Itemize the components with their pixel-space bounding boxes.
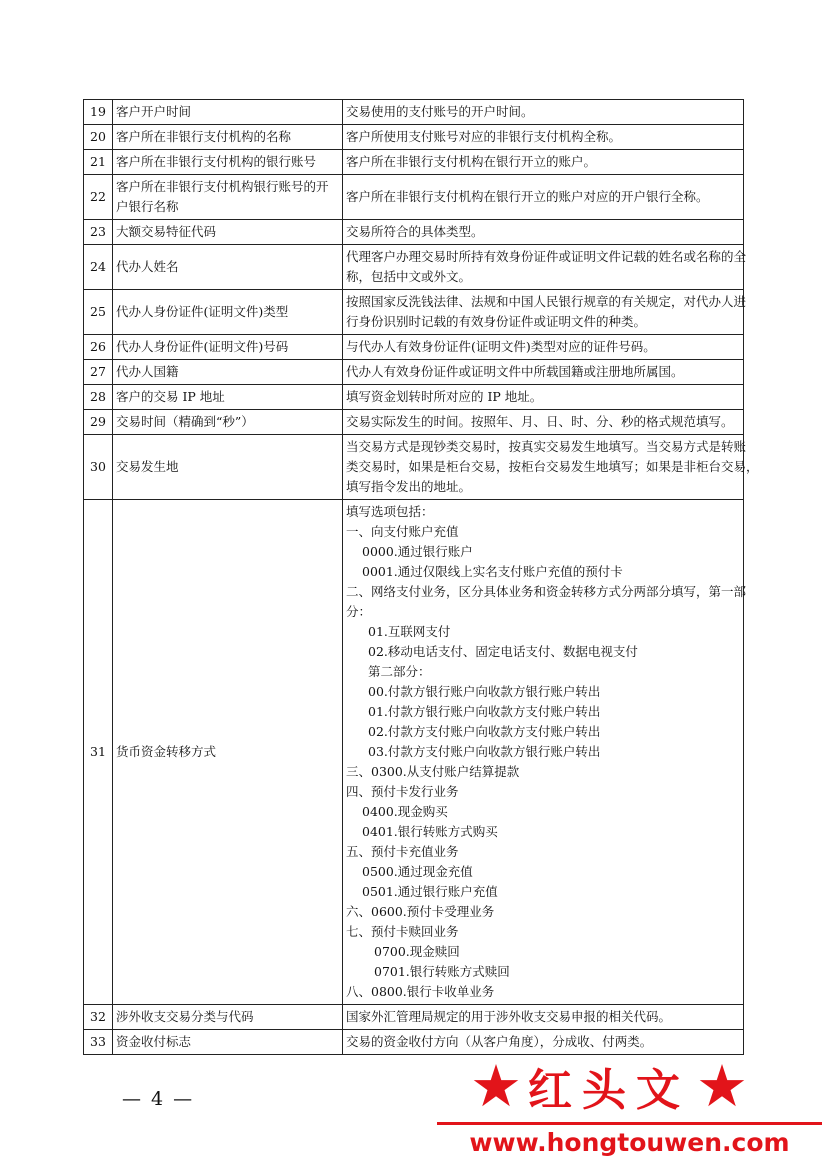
description-line: 第二部分： xyxy=(368,664,431,679)
description-line: 0701.银行转账方式赎回 xyxy=(374,964,510,979)
description-line: 行身份识别时记载的有效身份证件或证明文件的种类。 xyxy=(346,314,647,329)
row-number: 28 xyxy=(84,385,113,410)
field-description xyxy=(343,360,744,385)
row-number: 22 xyxy=(84,175,113,220)
description-line: 0500.通过现金充值 xyxy=(362,864,473,879)
field-description xyxy=(343,150,744,175)
table-row xyxy=(84,500,744,1005)
field-name: 涉外收支交易分类与代码 xyxy=(113,1005,343,1030)
field-name: 客户开户时间 xyxy=(113,100,343,125)
description-line: 四、预付卡发行业务 xyxy=(346,784,459,799)
field-name: 交易发生地 xyxy=(113,435,343,500)
row-number: 19 xyxy=(84,100,113,125)
description-line: 一、向支付账户充值 xyxy=(346,524,459,539)
field-name: 客户所在非银行支付机构银行账号的开户银行名称 xyxy=(113,175,343,220)
field-description xyxy=(343,1005,744,1030)
watermark-title xyxy=(470,1052,748,1120)
watermark-url: www.hongtouwen.com xyxy=(437,1122,822,1157)
description-line: 交易所符合的具体类型。 xyxy=(346,224,484,239)
row-number: 23 xyxy=(84,220,113,245)
description-line: 交易实际发生的时间。按照年、月、日、时、分、秒的格式规范填写。 xyxy=(346,414,734,429)
field-description xyxy=(343,125,744,150)
page-number: — 4 — xyxy=(122,1088,195,1110)
description-line: 五、预付卡充值业务 xyxy=(346,844,459,859)
description-line: 0001.通过仅限线上实名支付账户充值的预付卡 xyxy=(362,564,623,579)
row-number: 26 xyxy=(84,335,113,360)
table-row xyxy=(84,335,744,360)
field-name: 代办人国籍 xyxy=(113,360,343,385)
field-name: 客户所在非银行支付机构的银行账号 xyxy=(113,150,343,175)
description-line: 0700.现金赎回 xyxy=(374,944,460,959)
field-name: 货币资金转移方式 xyxy=(113,500,343,1005)
star-icon: ★ xyxy=(470,1052,522,1120)
row-number: 25 xyxy=(84,290,113,335)
row-number: 24 xyxy=(84,245,113,290)
description-line: 类交易时，如果是柜台交易，按柜台交易发生地填写；如果是非柜台交易， xyxy=(346,459,759,474)
description-line: 称，包括中文或外文。 xyxy=(346,269,472,284)
field-description xyxy=(343,100,744,125)
description-line: 02.移动电话支付、固定电话支付、数据电视支付 xyxy=(368,644,638,659)
watermark-text: 红头文 xyxy=(528,1065,690,1116)
row-number: 31 xyxy=(84,500,113,1005)
field-name: 代办人身份证件(证明文件)类型 xyxy=(113,290,343,335)
description-line: 代办人有效身份证件或证明文件中所载国籍或注册地所属国。 xyxy=(346,364,684,379)
field-description xyxy=(343,335,744,360)
field-name: 资金收付标志 xyxy=(113,1030,343,1055)
description-line: 填写选项包括： xyxy=(346,504,434,519)
description-line: 八、0800.银行卡收单业务 xyxy=(346,984,495,999)
table-row xyxy=(84,100,744,125)
field-name: 客户所在非银行支付机构的名称 xyxy=(113,125,343,150)
table-row xyxy=(84,290,744,335)
description-line: 01.付款方银行账户向收款方支付账户转出 xyxy=(368,704,601,719)
description-line: 02.付款方支付账户向收款方支付账户转出 xyxy=(368,724,601,739)
description-line: 填写指令发出的地址。 xyxy=(346,479,472,494)
star-icon: ★ xyxy=(696,1052,748,1120)
field-description xyxy=(343,290,747,335)
description-line: 当交易方式是现钞类交易时，按真实交易发生地填写。当交易方式是转账 xyxy=(346,439,747,454)
table-row xyxy=(84,220,744,245)
description-line: 客户所在非银行支付机构在银行开立的账户。 xyxy=(346,154,597,169)
field-description xyxy=(343,245,747,290)
description-line: 0501.通过银行账户充值 xyxy=(362,884,498,899)
table-body xyxy=(84,100,759,1055)
description-line: 0400.现金购买 xyxy=(362,804,448,819)
description-line: 分： xyxy=(346,604,372,619)
table-row xyxy=(84,1005,744,1030)
description-line: 交易的资金收付方向（从客户角度），分成收、付两类。 xyxy=(346,1034,653,1049)
row-number: 21 xyxy=(84,150,113,175)
document-table xyxy=(83,99,759,1055)
row-number: 27 xyxy=(84,360,113,385)
description-line: 交易使用的支付账号的开户时间。 xyxy=(346,104,534,119)
field-name: 代办人姓名 xyxy=(113,245,343,290)
field-description xyxy=(343,1030,744,1055)
description-line: 国家外汇管理局规定的用于涉外收支交易申报的相关代码。 xyxy=(346,1009,672,1024)
description-line: 03.付款方支付账户向收款方银行账户转出 xyxy=(368,744,601,759)
field-name: 交易时间（精确到“秒”） xyxy=(113,410,343,435)
field-name: 代办人身份证件(证明文件)号码 xyxy=(113,335,343,360)
table-row xyxy=(84,175,744,220)
table-row xyxy=(84,150,744,175)
field-description xyxy=(343,435,759,500)
description-line: 按照国家反洗钱法律、法规和中国人民银行规章的有关规定，对代办人进 xyxy=(346,294,747,309)
row-number: 33 xyxy=(84,1030,113,1055)
description-line: 0401.银行转账方式购买 xyxy=(362,824,498,839)
description-line: 与代办人有效身份证件(证明文件)类型对应的证件号码。 xyxy=(346,339,656,354)
description-line: 客户所使用支付账号对应的非银行支付机构全称。 xyxy=(346,129,622,144)
table-row xyxy=(84,1030,744,1055)
table-row xyxy=(84,245,744,290)
field-description xyxy=(343,220,744,245)
field-description xyxy=(343,175,744,220)
table-row xyxy=(84,385,744,410)
field-name: 大额交易特征代码 xyxy=(113,220,343,245)
description-line: 二、网络支付业务，区分具体业务和资金转移方式分两部分填写，第一部 xyxy=(346,584,747,599)
description-line: 填写资金划转时所对应的 IP 地址。 xyxy=(346,389,543,404)
field-description xyxy=(343,410,744,435)
description-line: 客户所在非银行支付机构在银行开立的账户对应的开户银行全称。 xyxy=(346,189,709,204)
field-description xyxy=(343,500,747,1005)
description-line: 0000.通过银行账户 xyxy=(362,544,473,559)
description-line: 01.互联网支付 xyxy=(368,624,451,639)
table-row xyxy=(84,410,744,435)
description-line: 七、预付卡赎回业务 xyxy=(346,924,459,939)
description-line: 00.付款方银行账户向收款方银行账户转出 xyxy=(368,684,601,699)
table-row xyxy=(84,125,744,150)
description-line: 代理客户办理交易时所持有效身份证件或证明文件记载的姓名或名称的全 xyxy=(346,249,747,264)
row-number: 20 xyxy=(84,125,113,150)
field-description xyxy=(343,385,744,410)
row-number: 32 xyxy=(84,1005,113,1030)
field-name: 客户的交易 IP 地址 xyxy=(113,385,343,410)
table-row xyxy=(84,435,744,500)
description-line: 六、0600.预付卡受理业务 xyxy=(346,904,495,919)
description-line: 三、0300.从支付账户结算提款 xyxy=(346,764,520,779)
row-number: 29 xyxy=(84,410,113,435)
table-row xyxy=(84,360,744,385)
row-number: 30 xyxy=(84,435,113,500)
